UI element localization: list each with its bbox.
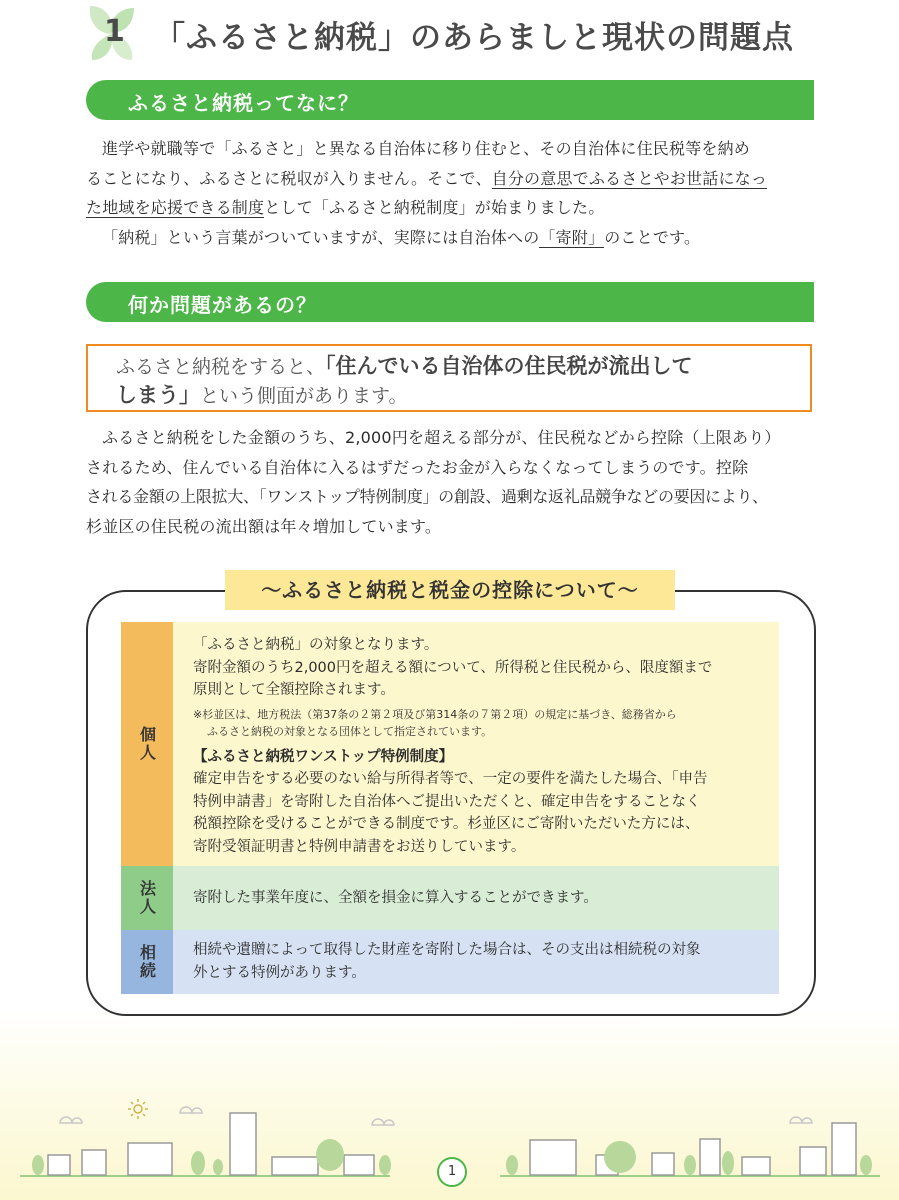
category-inheritance: 相続 bbox=[121, 930, 173, 994]
chapter-title: 「ふるさと納税」のあらましと現状の問題点 bbox=[154, 20, 794, 56]
underlined-phrase: 自分の意思でふるさとやお世話になっ bbox=[491, 168, 768, 188]
section-heading-what-is bbox=[86, 80, 814, 120]
one-stop-subheading: 【ふるさと納税ワンストップ特例制度】 bbox=[193, 748, 454, 765]
underlined-donation: 「寄附」 bbox=[539, 227, 605, 247]
corporate-row: 寄附した事業年度に、全額を損金に算入することができます。 bbox=[173, 866, 779, 930]
category-corporate: 法人 bbox=[121, 866, 173, 930]
callout-box: ふるさと納税をすると、「住んでいる自治体の住民税が流出して しまう」という側面があります。 bbox=[86, 344, 812, 412]
section2-body: ふるさと納税をした金額のうち、2,000円を超える部分が、住民税などから控除（上限あり） されるため、住んでいる自治体に入るはずだったお金が入らなくなってしまうのです。控除 される金額の上限拡大、「ワンストップ特例制度」の創設、過剰な返礼品競争などの要因により、 杉並区の住民税の流出額は年々増加しています。 bbox=[86, 428, 781, 536]
inheritance-row: 相続や遺贈によって取得した財産を寄附した場合は、その支出は相続税の対象 外とする特例があります。 bbox=[173, 930, 779, 994]
category-individual: 個人 bbox=[121, 622, 173, 866]
section1-body: 進学や就職等で「ふるさと」と異なる自治体に移り住むと、その自治体に住民税等を納め ることになり、ふるさとに税収が入りません。そこで、自分の意思でふるさとやお世話になっ た地域を応援できる制度として「ふるさと納税制度」が始まりました。 「納税」という言葉がついていますが、実際には自治体への「寄附」のことです。 bbox=[86, 139, 768, 247]
chapter-number: 1 bbox=[104, 14, 125, 49]
deduction-heading: ～ふるさと納税と税金の控除について～ bbox=[225, 570, 675, 610]
page-number: 1 bbox=[437, 1157, 467, 1187]
section-heading-text: 何か問題があるの？ bbox=[128, 293, 317, 317]
section-heading-text: ふるさと納税ってなに？ bbox=[128, 91, 359, 115]
individual-row: 「ふるさと納税」の対象となります。 寄附金額のうち2,000円を超える額について、所得税と住民税から、限度額まで 原則として全額控除されます。 ※杉並区は、地方税法（第37条の２第２項及び第314条の７第２項）の規定に基づき、総務省から ふるさと納税の対象となる団体として指定されています。 【ふるさと納税ワンストップ特例制度】 確定申告をする必要のない給与所得者等で、一定の要件を満たした場合、「申告 特例申請書」を寄附した自治体へご提出いただくと、確定申告をすることなく 税額控除を受けることができる制度です。杉並区にご寄附いただいた方には、 寄附受領証明書と特例申請書をお送りしています。 bbox=[173, 622, 779, 866]
section-heading-problem bbox=[86, 282, 814, 322]
underlined-phrase: た地域を応援できる制度 bbox=[86, 198, 265, 217]
sun-icon bbox=[128, 1099, 148, 1119]
